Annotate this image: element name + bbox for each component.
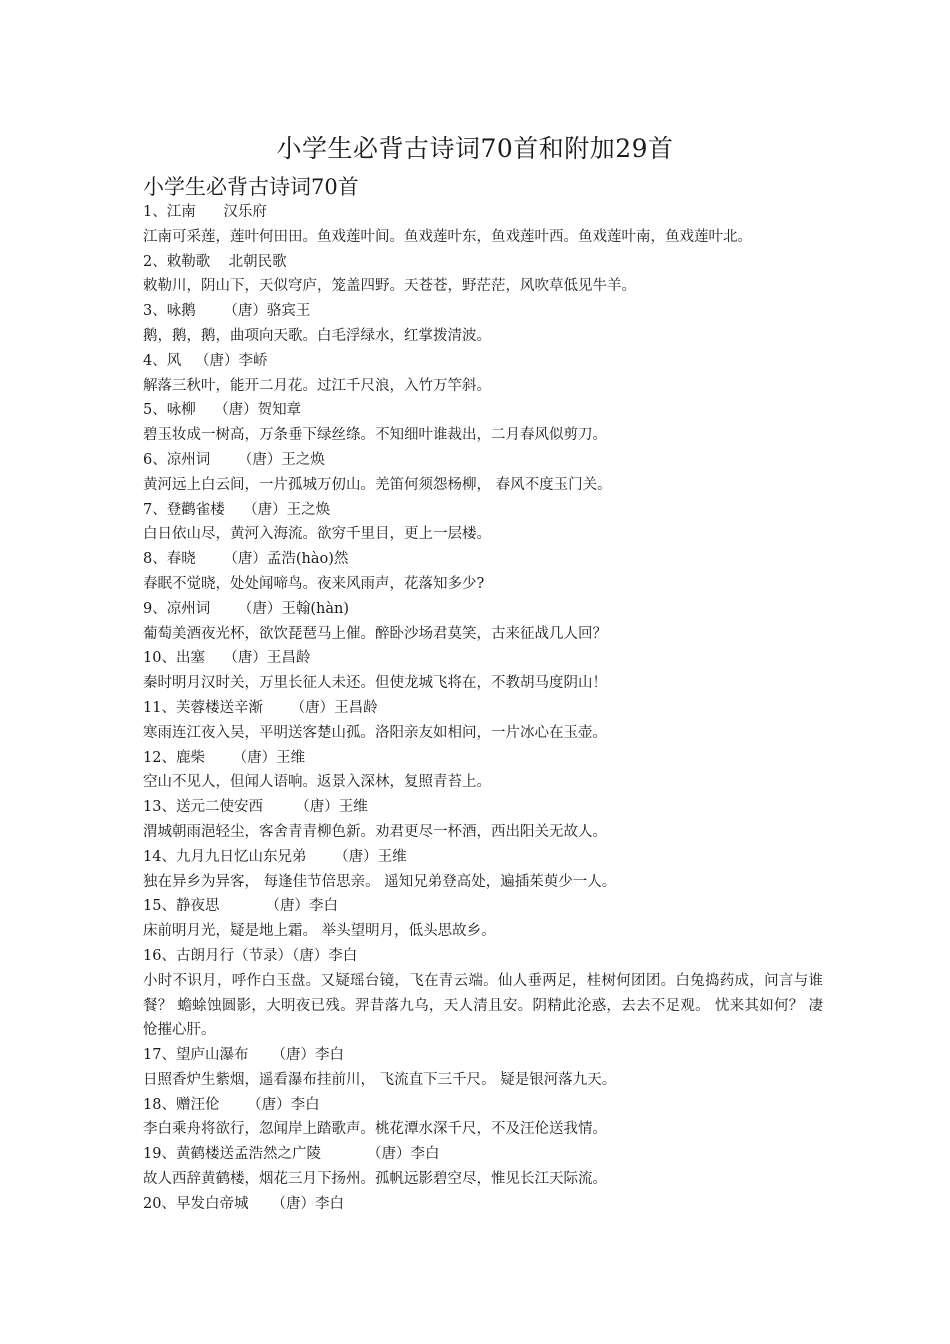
poem-heading: 19、黄鹤楼送孟浩然之广陵 （唐）李白 bbox=[143, 1146, 440, 1163]
poem-heading: 20、早发白帝城 （唐）李白 bbox=[143, 1195, 344, 1212]
poem-heading: 9、凉州词 （唐）王翰(hàn) bbox=[143, 600, 350, 617]
poem-text: 江南可采莲，莲叶何田田。鱼戏莲叶间。鱼戏莲叶东，鱼戏莲叶西。鱼戏莲叶南，鱼戏莲叶北。 bbox=[143, 228, 752, 245]
poem-heading: 6、凉州词 （唐）王之焕 bbox=[143, 451, 325, 468]
poem-text: 李白乘舟将欲行，忽闻岸上踏歌声。桃花潭水深千尺，不及汪伦送我情。 bbox=[143, 1121, 607, 1138]
poem-heading: 14、九月九日忆山东兄弟 （唐）王维 bbox=[143, 848, 407, 865]
poem-heading: 15、静夜思 （唐）李白 bbox=[143, 898, 339, 915]
poem-heading: 18、赠汪伦 （唐）李白 bbox=[143, 1096, 320, 1113]
poem-text: 空山不见人，但闻人语响。返景入深林，复照青苔上。 bbox=[143, 774, 491, 791]
poem-heading: 12、鹿柴 （唐）王维 bbox=[143, 749, 306, 766]
poem-text: 葡萄美酒夜光杯，欲饮琵琶马上催。醉卧沙场君莫笑，古来征战几人回？ bbox=[143, 625, 607, 642]
poem-text: 床前明月光，疑是地上霜。 举头望明月，低头思故乡。 bbox=[143, 923, 496, 940]
poem-heading: 16、古朗月行（节录）（唐）李白 bbox=[143, 947, 358, 964]
poem-text: 独在异乡为异客， 每逢佳节倍思亲。 遥知兄弟登高处，遍插茱萸少一人。 bbox=[143, 873, 617, 890]
poem-text: 春眠不觉晓，处处闻啼鸟。夜来风雨声，花落知多少? bbox=[143, 575, 485, 592]
poem-heading: 17、望庐山瀑布 （唐）李白 bbox=[143, 1047, 344, 1064]
poem-heading: 4、风 （唐）李峤 bbox=[143, 352, 268, 369]
section-title: 小学生必背古诗词70首 bbox=[143, 175, 359, 199]
poem-text: 寒雨连江夜入吴，平明送客楚山孤。洛阳亲友如相问，一片冰心在玉壶。 bbox=[143, 724, 607, 741]
poem-text: 碧玉妆成一树高，万条垂下绿丝绦。不知细叶谁裁出，二月春风似剪刀。 bbox=[143, 427, 607, 444]
poem-list bbox=[143, 200, 823, 1217]
poem-heading: 3、咏鹅 （唐）骆宾王 bbox=[143, 303, 311, 320]
poem-heading: 5、咏柳 （唐）贺知章 bbox=[143, 402, 302, 419]
poem-heading: 1、江南 汉乐府 bbox=[143, 204, 267, 220]
poem-text: 白日依山尽，黄河入海流。欲穷千里目，更上一层楼。 bbox=[143, 526, 491, 543]
poem-text: 解落三秋叶，能开二月花。过江千尺浪，入竹万竿斜。 bbox=[143, 377, 491, 394]
poem-heading: 13、送元二使安西 （唐）王维 bbox=[143, 799, 368, 816]
poem-text: 秦时明月汉时关，万里长征人未还。但使龙城飞将在，不教胡马度阴山！ bbox=[143, 675, 607, 692]
poem-text: 敕勒川，阴山下，天似穹庐，笼盖四野。天苍苍，野茫茫，风吹草低见牛羊。 bbox=[143, 278, 636, 295]
poem-text: 日照香炉生紫烟，遥看瀑布挂前川， 飞流直下三千尺。 疑是银河落九天。 bbox=[143, 1071, 617, 1088]
poem-text: 渭城朝雨浥轻尘，客舍青青柳色新。劝君更尽一杯酒，西出阳关无故人。 bbox=[143, 823, 607, 840]
poem-heading: 7、登鹳雀楼 （唐）王之焕 bbox=[143, 501, 331, 518]
poem-text: 黄河远上白云间，一片孤城万仞山。羌笛何须怨杨柳， 春风不度玉门关。 bbox=[143, 476, 612, 493]
poem-text: 鹅，鹅，鹅，曲项向天歌。白毛浮绿水，红掌拨清波。 bbox=[143, 327, 491, 344]
poem-heading: 2、敕勒歌 北朝民歌 bbox=[143, 253, 287, 270]
poem-text: 故人西辞黄鹤楼，烟花三月下扬州。孤帆远影碧空尽，惟见长江天际流。 bbox=[143, 1171, 607, 1188]
poem-heading: 11、芙蓉楼送辛渐 （唐）王昌龄 bbox=[143, 699, 378, 716]
poem-heading: 8、春晓 （唐）孟浩(hào)然 bbox=[143, 551, 349, 568]
poem-text: 小时不识月，呼作白玉盘。又疑瑶台镜，飞在青云端。仙人垂两足，桂树何团团。白兔捣药成，问言与谁餐？ 蟾蜍蚀圆影，大明夜已残。羿昔落九乌，天人清且安。阴精此沦惑，去去不足观。 忧来其如何？ 凄怆摧心肝。 bbox=[143, 972, 823, 1039]
document-title: 小学生必背古诗词70首和附加29首 bbox=[276, 134, 674, 163]
poem-heading: 10、出塞 （唐）王昌龄 bbox=[143, 650, 311, 667]
